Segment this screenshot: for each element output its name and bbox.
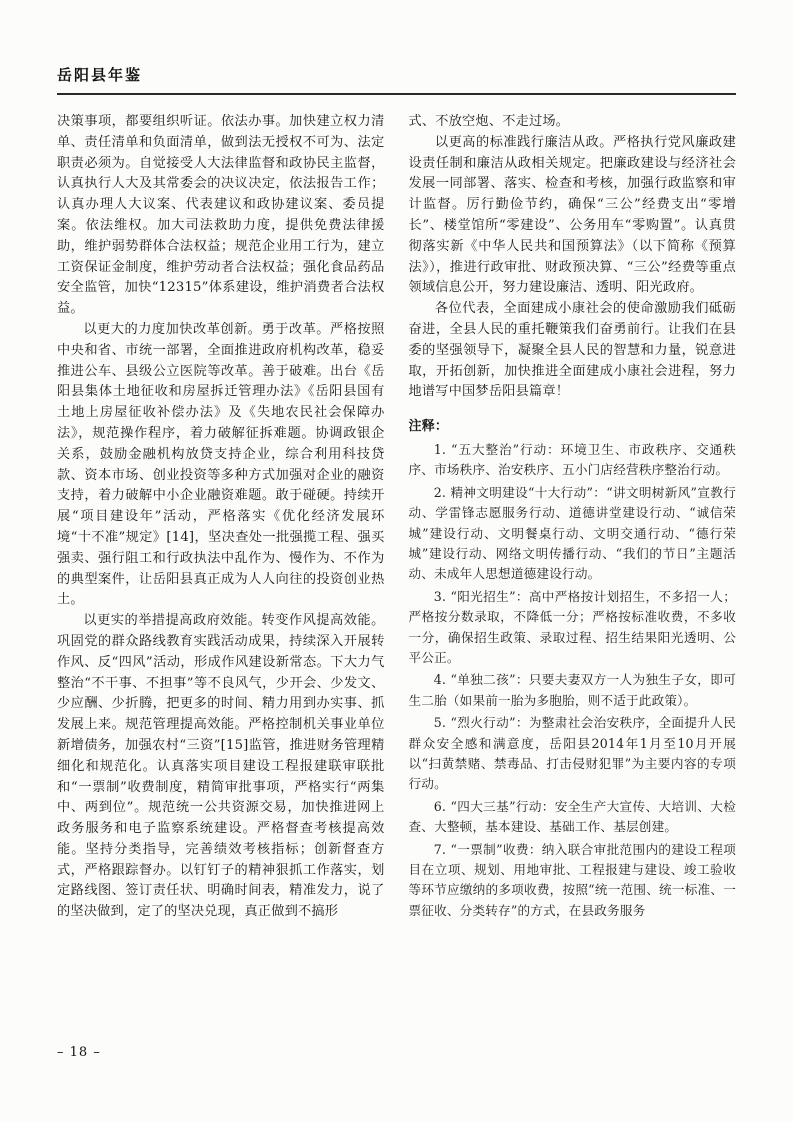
- paragraph: 式、不放空炮、不走过场。: [408, 114, 570, 129]
- note-6: 6. “四大三基”行动：安全生产大宣传、大培训、大检查、大整顿，基本建设、基础工作、基层创建。: [408, 798, 736, 835]
- note-7: 7. “一票制”收费：纳入联合审批范围内的建设工程项目在立项、规划、用地审批、工程报建与建设、竣工验收等环节应缴纳的多项收费，按照“统一范围、统一标准、一票征收、分类转存”的方式，在县政务服务: [408, 841, 736, 918]
- notes-heading: 注释：: [408, 419, 449, 435]
- paragraph: 各位代表，全面建成小康社会的使命激励我们砥砺奋进，全县人民的重托鞭策我们奋勇前行。让我们在县委的坚强领导下，凝聚全县人民的智慧和力量，锐意进取，开拓创新，加快推进全面建成小康社会进程，努力地谱写中国梦岳阳县篇章！: [408, 301, 736, 400]
- note-1: 1. “五大整治”行动：环境卫生、市政秩序、交通秩序、市场秩序、治安秩序、五小门店经营秩序整治行动。: [408, 441, 736, 478]
- left-column: [57, 112, 385, 923]
- note-4: 4. “单独二孩”：只要夫妻双方一人为独生子女，即可生二胎（如果前一胎为多胞胎，则不适于此政策）。: [408, 672, 736, 708]
- page-number: – 18 –: [57, 1045, 101, 1060]
- paragraph: 以更高的标准践行廉洁从政。严格执行党风廉政建设责任制和廉洁从政相关规定。把廉政建设与经济社会发展一同部署、落实、检查和考核，加强行政监察和审计监督。厉行勤俭节约，确保“三公”经费支出“零增长”、楼堂馆所“零建设”、公务用车“零购置”。认真贯彻落实新《中华人民共和国预算法》（以下简称《预算法》），推进行政审批、财政预决算、“三公”经费等重点领域信息公开，努力建设廉洁、透明、阳光政府。: [408, 134, 736, 296]
- header-title: 岳阳县年鉴: [57, 66, 143, 84]
- page-header: [57, 64, 736, 95]
- note-2: 2. 精神文明建设“十大行动”：“讲文明树新风”宣教行动、学雷锋志愿服务行动、道德讲堂建设行动、“诚信荣城”建设行动、文明餐桌行动、文明交通行动、“德行荣城”建设行动、网络文明传播行动、“我们的节日”主题活动、未成年人思想道德建设行动。: [408, 484, 736, 582]
- note-5: 5. “烈火行动”：为整肃社会治安秩序，全面提升人民群众安全感和满意度，岳阳县2014年1月至10月开展以“扫黄禁赌、禁毒品、打击侵财犯罪”为主要内容的专项行动。: [408, 715, 736, 792]
- text-columns: [57, 112, 736, 923]
- right-column: [409, 112, 737, 923]
- paragraph: 决策事项，都要组织听证。依法办事。加快建立权力清单、责任清单和负面清单，做到法无授权不可为、法定职责必须为。自觉接受人大法律监督和政协民主监督，认真执行人大及其常委会的决议决定，依法报告工作；认真办理人大议案、代表建议和政协建议案、委员提案。依法维权。加大司法救助力度，提供免费法律援助，维护弱势群体合法权益；规范企业用工行为，建立工资保证金制度，维护劳动者合法权益；强化食品药品安全监管，加快“12315”体系建设，维护消费者合法权益。: [57, 114, 385, 317]
- paragraph: 以更大的力度加快改革创新。勇于改革。严格按照中央和省、市统一部署，全面推进政府机构改革，稳妥推进公车、县级公立医院等改革。善于破难。出台《岳阳县集体土地征收和房屋拆迁管理办法》《岳阳县国有土地上房屋征收补偿办法》及《失地农民社会保障办法》，规范操作程序，着力破解征拆难题。协调政银企关系，鼓励金融机构放贷支持企业，综合利用科技贷款、资本市场、创业投资等多种方式加强对企业的融资支持，着力破解中小企业融资难题。敢于碰硬。持续开展“项目建设年”活动，严格落实《优化经济发展环境“十不准”规定》[14]，坚决查处一批强揽工程、强买强卖、强行阻工和行政执法中乱作为、慢作为、不作为的典型案件，让岳阳县真正成为人人向往的投资创业热土。: [57, 321, 385, 608]
- note-3: 3. “阳光招生”：高中严格按计划招生，不多招一人；严格按分数录取，不降低一分；严格按标准收费，不多收一分，确保招生政策、录取过程、招生结果阳光透明、公平公正。: [408, 588, 736, 666]
- paragraph: 以更实的举措提高政府效能。转变作风提高效能。巩固党的群众路线教育实践活动成果，持续深入开展转作风、反“四风”活动，形成作风建设新常态。下大力气整治“不干事、不担事”等不良风气，少开会、少发文、少应酬、少折腾，把更多的时间、精力用到办实事、抓发展上来。规范管理提高效能。严格控制机关事业单位新增债务，加强农村“三资”[15]监管，推进财务管理精细化和规范化。认真落实项目建设工程报建联审联批和“一票制”收费制度，精简审批事项，严格实行“两集中、两到位”。规范统一公共资源交易，加快推进网上政务服务和电子监察系统建设。严格督查考核提高效能。坚持分类指导，完善绩效考核指标；创新督查方式，严格跟踪督办。以钉钉子的精神狠抓工作落实，划定路线图、签订责任状、明确时间表，精准发力，说了的坚决做到，定了的坚决兑现，真正做到不搞形: [57, 613, 385, 920]
